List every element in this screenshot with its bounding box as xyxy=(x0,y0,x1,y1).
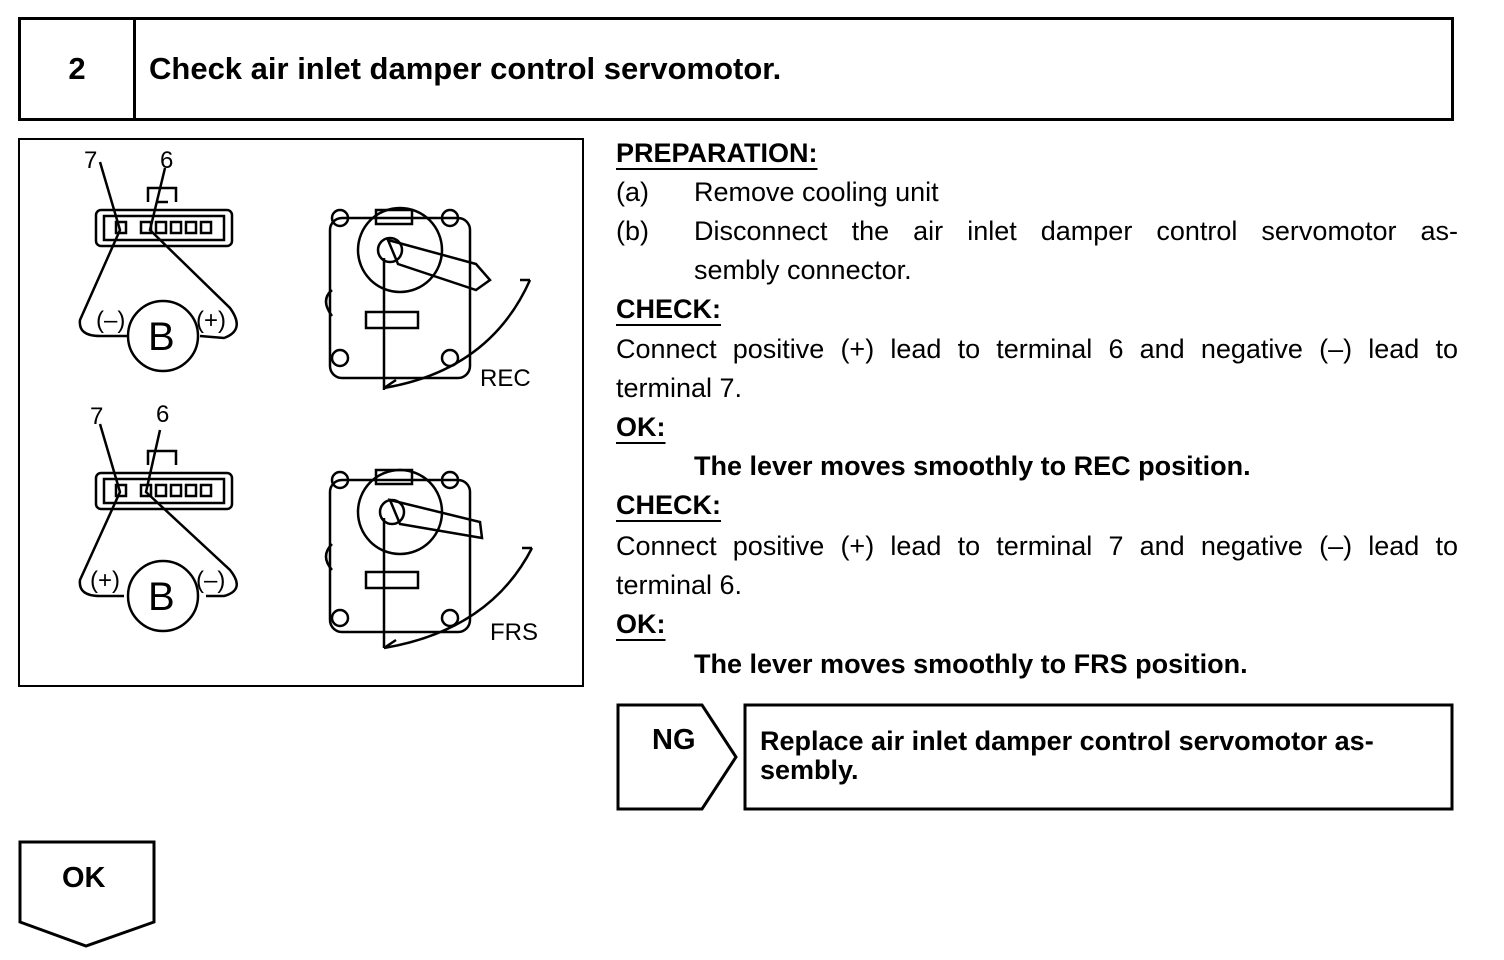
ng-action-line1: Replace air inlet damper control servomotor as- xyxy=(760,726,1374,756)
bottom-pin-7-label: 7 xyxy=(90,403,104,430)
ok-branch xyxy=(18,840,158,950)
check2-instruction-line2: terminal 6. xyxy=(616,570,743,600)
bottom-position-label: FRS xyxy=(490,619,538,646)
top-position-label: REC xyxy=(480,365,531,392)
step-header xyxy=(18,17,1454,121)
ng-label: NG xyxy=(652,724,696,756)
check2-ok-result: The lever moves smoothly to FRS position. xyxy=(694,649,1248,679)
ng-action-line2: sembly. xyxy=(760,755,859,785)
servomotor-figure xyxy=(18,138,584,687)
wiring-illustration xyxy=(20,140,586,689)
check1-ok-result: The lever moves smoothly to REC position. xyxy=(694,451,1251,481)
check2-instruction-line1: Connect positive (+) lead to terminal 7 and negative (–) lead to xyxy=(616,531,1458,561)
ok-label: OK xyxy=(62,862,106,894)
ng-action-text xyxy=(760,727,1450,785)
top-plus-label: (+) xyxy=(196,307,226,334)
bottom-battery-label: B xyxy=(148,575,175,619)
check2-heading: CHECK: xyxy=(616,490,721,520)
top-minus-label: (–) xyxy=(96,307,126,334)
prep-item-b-text-line2: sembly connector. xyxy=(694,255,912,285)
preparation-heading: PREPARATION: xyxy=(616,138,818,168)
check1-heading: CHECK: xyxy=(616,294,721,324)
check1-instruction-line2: terminal 7. xyxy=(616,373,743,403)
prep-item-a-marker: (a) xyxy=(616,177,649,207)
step-number: 2 xyxy=(68,51,86,86)
check2-ok-heading: OK: xyxy=(616,609,666,639)
top-battery-label: B xyxy=(148,315,175,359)
top-servomotor xyxy=(326,208,530,390)
bottom-plus-label: (+) xyxy=(90,567,120,594)
step-divider xyxy=(133,20,136,118)
top-pin-6-label: 6 xyxy=(160,147,174,174)
ok-arrow-shape xyxy=(18,840,158,950)
check1-ok-heading: OK: xyxy=(616,412,666,442)
bottom-pin-6-label: 6 xyxy=(156,401,170,428)
prep-item-a-text: Remove cooling unit xyxy=(694,177,939,207)
top-pin-7-label: 7 xyxy=(84,147,98,174)
step-title: Check air inlet damper control servomotor. xyxy=(149,51,782,86)
prep-item-b-text-line1: Disconnect the air inlet damper control servomotor as- xyxy=(694,216,1458,246)
prep-item-b-marker: (b) xyxy=(616,216,649,246)
bottom-minus-label: (–) xyxy=(196,567,226,594)
ng-branch xyxy=(616,703,1454,811)
check1-instruction-line1: Connect positive (+) lead to terminal 6 and negative (–) lead to xyxy=(616,334,1458,364)
